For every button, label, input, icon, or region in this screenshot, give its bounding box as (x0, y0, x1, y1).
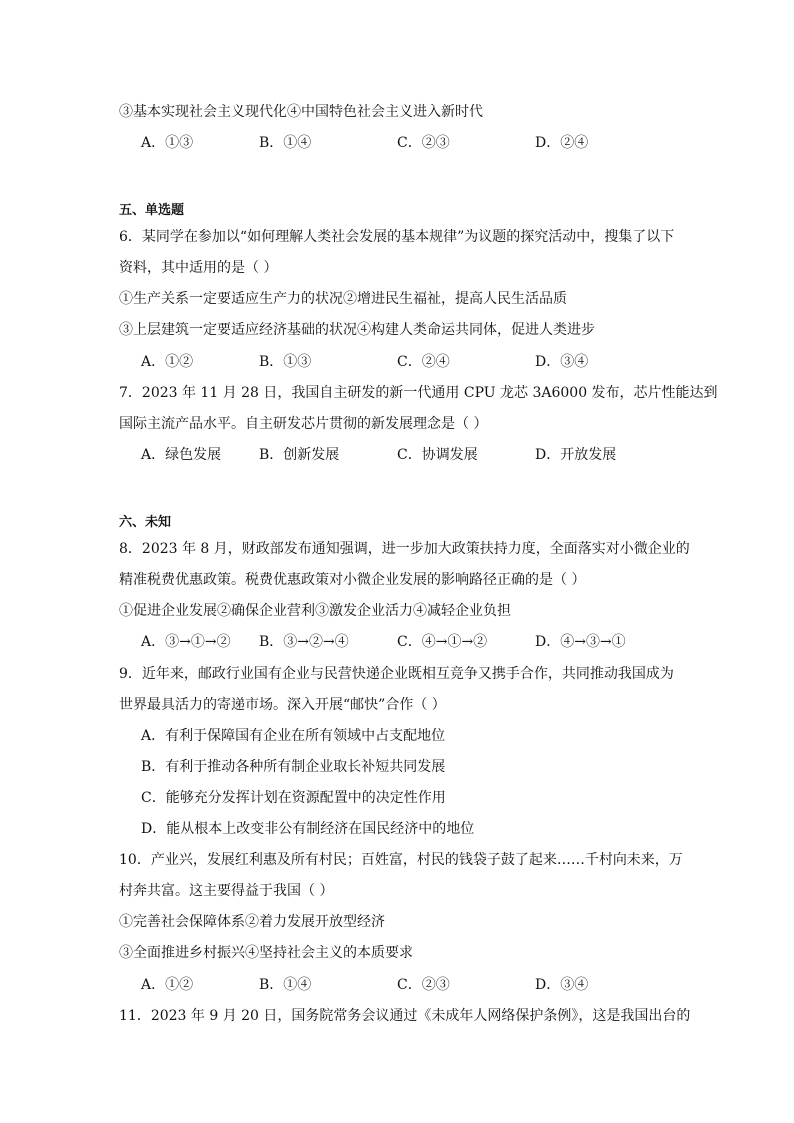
question-6-stem-cont: 资料，其中适用的是（ ） (119, 260, 278, 276)
question-11-stem: 11．2023 年 9 月 20 日，国务院常务会议通过《未成年人网络保护条例》，这是我国出台的 (119, 1008, 691, 1024)
question-10-statement-2: ③全面推进乡村振兴④坚持社会主义的本质要求 (119, 945, 413, 961)
section-heading-single-choice: 五、单选题 (119, 203, 185, 218)
option-c[interactable]: C．②③ (397, 135, 450, 151)
question-8-statements: ①促进企业发展②确保企业营利③激发企业活力④减轻企业负担 (119, 603, 511, 619)
option-c[interactable]: C．④→①→② (397, 634, 488, 650)
question-9-choice-b[interactable]: B．有利于推动各种所有制企业取长补短共同发展 (141, 759, 446, 775)
option-c[interactable]: C．协调发展 (397, 447, 478, 463)
option-a[interactable]: A．③→①→② (141, 634, 231, 650)
question-8-stem-cont: 精准税费优惠政策。税费优惠政策对小微企业发展的影响路径正确的是（ ） (119, 572, 586, 588)
question-9-stem: 9．近年来，邮政行业国有企业与民营快递企业既相互竞争又携手合作，共同推动我国成为 (119, 666, 674, 682)
option-b[interactable]: B．创新发展 (259, 447, 340, 463)
question-6-stem: 6．某同学在参加以“如何理解人类社会发展的基本规律”为议题的探究活动中，搜集了以下 (119, 229, 675, 245)
option-c[interactable]: C．②④ (397, 354, 450, 370)
option-b[interactable]: B．①④ (259, 135, 312, 151)
question-9-choice-a[interactable]: A．有利于保障国有企业在所有领域中占支配地位 (141, 728, 446, 744)
question-10-statement-1: ①完善社会保障体系②着力发展开放型经济 (119, 914, 385, 930)
question-7-stem: 7．2023 年 11 月 28 日，我国自主研发的新一代通用 CPU 龙芯 3A6000 发布，芯片性能达到 (119, 385, 718, 401)
question-9-choice-c[interactable]: C．能够充分发挥计划在资源配置中的决定性作用 (141, 790, 446, 806)
option-a[interactable]: A．①② (141, 977, 194, 993)
question-10-stem-cont: 村奔共富。这主要得益于我国（ ） (119, 883, 334, 899)
option-b[interactable]: B．①③ (259, 354, 312, 370)
question-9-stem-cont: 世界最具活力的寄递市场。深入开展“邮快”合作（ ） (119, 697, 446, 713)
question-6-statement-2: ③上层建筑一定要适应经济基础的状况④构建人类命运共同体，促进人类进步 (119, 322, 595, 338)
section-heading-unknown: 六、未知 (119, 515, 172, 530)
option-a[interactable]: A．①② (141, 354, 194, 370)
option-b[interactable]: B．③→②→④ (259, 634, 349, 650)
option-b[interactable]: B．①④ (259, 977, 312, 993)
question-8-stem: 8．2023 年 8 月，财政部发布通知强调，进一步加大政策扶持力度，全面落实对小微企业的 (119, 541, 690, 557)
option-c[interactable]: C．②③ (397, 977, 450, 993)
option-a[interactable]: A．绿色发展 (141, 447, 222, 463)
question-9-choice-d[interactable]: D．能从根本上改变非公有制经济在国民经济中的地位 (141, 821, 475, 837)
statement-line: ③基本实现社会主义现代化④中国特色社会主义进入新时代 (119, 104, 483, 120)
option-d[interactable]: D．②④ (535, 135, 589, 151)
question-10-stem: 10．产业兴，发展红利惠及所有村民；百姓富，村民的钱袋子鼓了起来……千村向未来，万 (119, 852, 683, 868)
option-d[interactable]: D．③④ (535, 977, 589, 993)
question-6-statement-1: ①生产关系一定要适应生产力的状况②增进民生福祉，提高人民生活品质 (119, 291, 567, 307)
question-7-stem-cont: 国际主流产品水平。自主研发芯片贯彻的新发展理念是（ ） (119, 416, 488, 432)
option-d[interactable]: D．开放发展 (535, 447, 617, 463)
option-d[interactable]: D．③④ (535, 354, 589, 370)
option-d[interactable]: D．④→③→① (535, 634, 626, 650)
option-a[interactable]: A．①③ (141, 135, 194, 151)
